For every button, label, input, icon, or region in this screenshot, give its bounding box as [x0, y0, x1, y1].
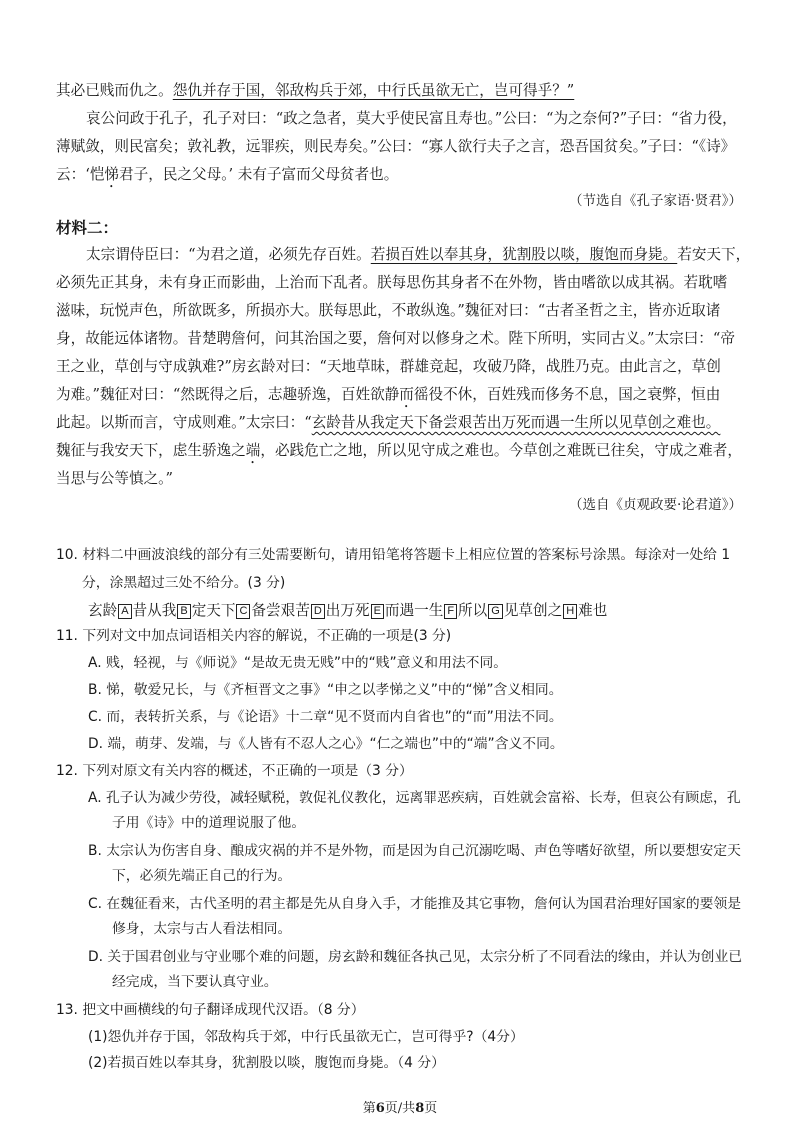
- segment: 所以: [458, 602, 488, 619]
- passage1-line: 哀公问政于孔子，孔子对曰：“政之急者，莫大乎使民富且寿也。”公曰：“为之奈何?”子曰：“省力役，: [86, 110, 737, 127]
- q12-option-a[interactable]: A. 孔子认为减少劳役，减轻赋税，敦促礼仪教化，远离罪恶疾病，百姓就会富裕、长寿，但哀公有顾虑，孔: [88, 790, 741, 806]
- break-option-box[interactable]: D: [311, 604, 325, 619]
- break-option-box[interactable]: A: [118, 604, 131, 619]
- q13-sentence-1: (1)怨仇并存于国，邻敌构兵于郊，中行氏虽欲无亡，岂可得乎?（4分）: [88, 1029, 524, 1045]
- text: 此起。以斯而言，守成则难。”太宗曰：“: [56, 414, 312, 431]
- text: 魏征与我安天下，虑生骄逸之: [56, 442, 246, 459]
- passage1-line: [56, 164, 398, 191]
- segment: 见草创之: [503, 602, 563, 619]
- q11-stem: 11. 下列对文中加点词语相关内容的解说，不正确的一项是(3 分): [56, 628, 452, 644]
- underlined-sentence-2: 若损百姓以奉其身，犹割股以啖，腹饱而身毙。: [370, 246, 678, 263]
- text: 君子，民之父母。’ 未有子富而父母贫者也。: [119, 166, 399, 183]
- q11-option-a[interactable]: A. 贱，轻视，与《师说》“是故无贵无贱”中的“贱”意义和用法不同。: [88, 655, 508, 671]
- segment: 难也: [578, 602, 608, 619]
- q13-stem: 13. 把文中画横线的句子翻译成现代汉语。（8 分）: [56, 1002, 365, 1018]
- material2-line: 当思与公等慎之。”: [56, 470, 173, 487]
- text: ，必践危亡之地，所以见守成之难也。今草创之难既已往矣，守成之难者，: [260, 442, 742, 459]
- passage1-line: 薄赋敛，则民富矣；敦礼教，远罪疾，则民寿矣。”公曰：“寡人欲行夫子之言，恐吾国贫矣。”子曰：“《诗》: [56, 138, 736, 155]
- text: 太宗谓侍臣曰：“为君之道，必须先存百姓。: [86, 246, 371, 263]
- text: 为难。”魏征对曰：“然既得之后，志趣骄逸，百姓欲静: [56, 386, 400, 403]
- text: 若安天下，: [677, 246, 751, 263]
- q12-option-a-cont: 子用《诗》中的道理说服了他。: [112, 815, 306, 831]
- material2-line: [56, 412, 720, 434]
- text: 第: [362, 1101, 376, 1116]
- segment: 玄龄: [88, 602, 118, 619]
- material2-source: （选自《贞观政要·论君道》）: [568, 497, 742, 513]
- q12-option-c[interactable]: C. 在魏征看来，古代圣明的君主都是先从自身入手，才能推及其它事物，詹何认为国君治理好国家的要领是: [88, 896, 742, 912]
- text: 页/共: [384, 1101, 416, 1116]
- q11-option-d[interactable]: D. 端，萌芽、发端，与《人皆有不忍人之心》“仁之端也”中的“端”含义不同。: [88, 736, 564, 752]
- passage1-line: [56, 80, 574, 102]
- material2-line: 王之业，草创与守成孰难?”房玄龄对曰：“天地草昧，群雄竞起，攻破乃降，战胜乃克。由此言之，草创: [56, 358, 721, 375]
- q12-option-d-cont: 经完成，当下要认真守业。: [112, 974, 278, 990]
- q12-option-d[interactable]: D. 关于国君创业与守业哪个难的问题，房玄龄和魏征各执己见，太宗分析了不同看法的缘由，并认为创业已: [88, 949, 743, 965]
- material2-line: [56, 440, 742, 467]
- q12-option-b[interactable]: B. 太宗认为伤害自身、酿成灾祸的并不是外物，而是因为自己沉溺吃喝、声色等嗜好欲望，所以要想安定天: [88, 843, 741, 859]
- segment: 备尝艰苦: [251, 602, 310, 619]
- dotted-word: 端: [245, 442, 261, 459]
- break-option-box[interactable]: F: [444, 604, 457, 619]
- material2-line: 滋味，玩悦声色，所欲既多，所损亦大。朕每思此，不敢纵逸。”魏征对曰：“古者圣哲之主，皆亦近取诸: [56, 302, 721, 319]
- material2-line: [86, 244, 750, 266]
- break-option-box[interactable]: C: [236, 604, 250, 619]
- current-page: 6: [375, 1101, 385, 1116]
- q12-option-c-cont: 修身，太宗与古人看法相同。: [112, 921, 292, 937]
- q10-stem-cont: 分，涂黑超过三处不给分。(3 分): [82, 575, 286, 591]
- break-option-box[interactable]: E: [371, 604, 384, 619]
- underlined-sentence-1: 怨仇并存于国，邻敌构兵于郊，中行氏虽欲无亡，岂可得乎？”: [172, 82, 575, 99]
- text: 页: [424, 1101, 438, 1116]
- material2-line: 身，故能远体诸物。昔楚聘詹何，问其治国之要，詹何对以修身之术。陛下所明，实同古义。”太宗曰：“帝: [56, 330, 735, 347]
- material2-heading: 材料二：: [56, 219, 119, 237]
- q10-stem: 10. 材料二中画波浪线的部分有三处需要断句，请用铅笔将答题卡上相应位置的答案标号涂黑。每涂对一处给 1: [56, 547, 731, 563]
- segment: 昔从我: [132, 602, 177, 619]
- break-option-box[interactable]: B: [177, 604, 190, 619]
- text: 云：‘恺: [56, 166, 105, 183]
- total-pages: 8: [415, 1101, 425, 1116]
- q11-option-b[interactable]: B. 悌，敬爱兄长，与《齐桓晋文之事》“申之以孝悌之义”中的“悌”含义相同。: [88, 682, 563, 698]
- wavy-underlined-sentence: 玄龄昔从我定天下备尝艰苦出万死而遇一生所以见草创之难也。: [311, 414, 721, 431]
- segment: 出万死: [325, 602, 370, 619]
- material2-line: 必须先正其身，未有身正而影曲，上治而下乱者。朕每思伤其身者不在外物，皆由嗜欲以成其祸。若耽嗜: [56, 274, 728, 291]
- passage1-source: （节选自《孔子家语·贤君》）: [568, 193, 742, 209]
- text: 徭役不休，百姓残而侈务不息，国之衰弊，恒由: [413, 386, 721, 403]
- q12-option-b-cont: 下，必须先端正自己的行为。: [112, 868, 292, 884]
- break-option-box[interactable]: H: [563, 604, 577, 619]
- segment: 而遇一生: [384, 602, 444, 619]
- segment: 定天下: [191, 602, 236, 619]
- q13-sentence-2: (2)若损百姓以奉其身，犹割股以啖，腹饱而身毙。（4 分）: [88, 1055, 445, 1071]
- dotted-word: 悌: [104, 166, 120, 183]
- q12-stem: 12. 下列对原文有关内容的概述，不正确的一项是（3 分）: [56, 763, 413, 779]
- q10-segments: [88, 600, 607, 622]
- page-number: [0, 1097, 800, 1116]
- text: 其必已贱而仇之。: [56, 82, 173, 99]
- q11-option-c[interactable]: C. 而，表转折关系，与《论语》十二章“见不贤而内自省也”的“而”用法不同。: [88, 709, 563, 725]
- material2-line: [56, 384, 720, 411]
- break-option-box[interactable]: G: [488, 604, 503, 619]
- dotted-word: 而: [399, 386, 414, 403]
